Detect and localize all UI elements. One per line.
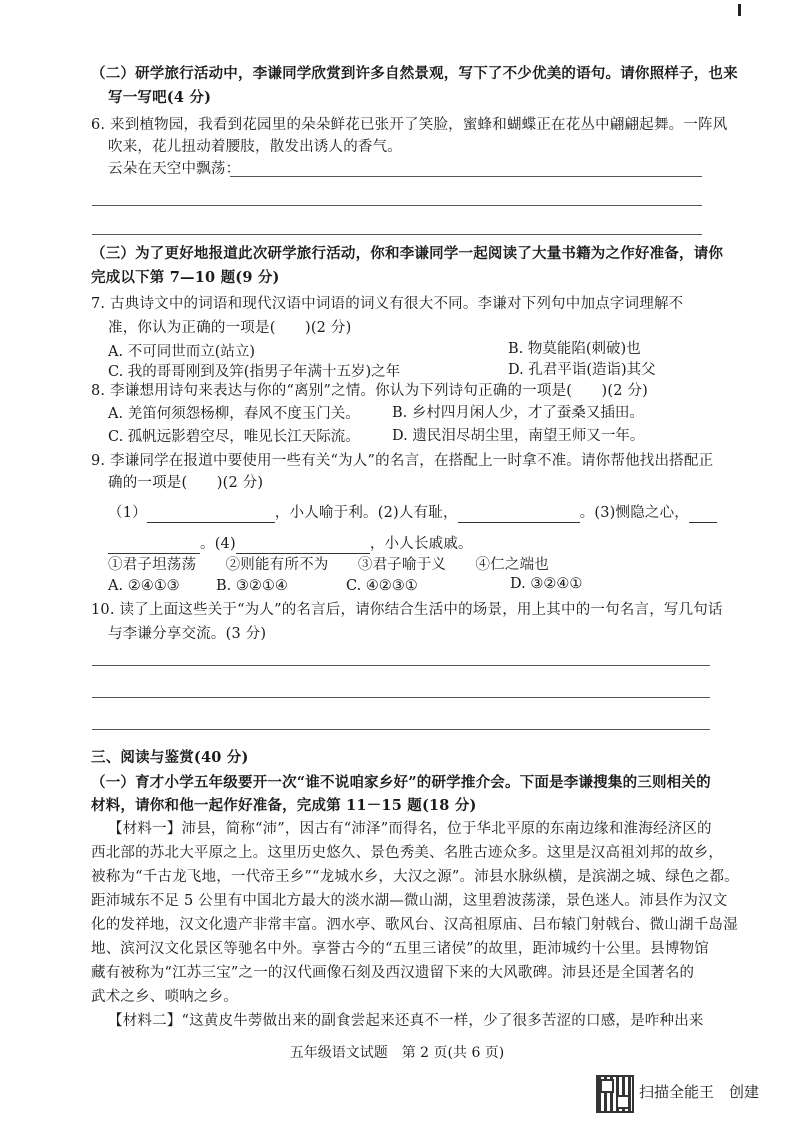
scan-mark — [738, 4, 741, 16]
q9-text-cont: 确的一项是( )(2 分) — [108, 475, 264, 491]
q9-fill-line-1 — [108, 503, 717, 523]
q10-answer-line-3[interactable] — [92, 729, 710, 730]
q9-fill-text-1: ，小人喻于利。(2)人有耻， — [274, 505, 458, 521]
q8-option-c[interactable]: C. 孤帆远影碧空尽，唯见长江天际流。 — [108, 429, 360, 445]
material1-line-8: 武术之乡、唢呐之乡。 — [91, 989, 238, 1005]
q7-option-c[interactable]: C. 我的哥哥刚到及笄(指男子年满十五岁)之年 — [108, 364, 401, 380]
q7-text: 7. 古典诗文中的词语和现代汉语中词语的词义有很大不同。李谦对下列句中加点字词理解不 — [91, 296, 684, 312]
q9-option-d[interactable]: D. ③②④① — [510, 576, 583, 592]
q9-option-a[interactable]: A. ②④①③ — [108, 578, 180, 594]
material1-line-2: 西北部的苏北大平原之上。这里历史悠久、景色秀美、名胜古迹众多。这里是汉高祖刘邦的故乡， — [91, 845, 724, 861]
q9-fill-text-2: 。(3)恻隐之心， — [579, 505, 690, 521]
q9-blank-2[interactable] — [458, 506, 580, 523]
material1-line-4: 距沛城东不足 5 公里有中国北方最大的淡水湖—微山湖，这里碧波荡漾，景色迷人。沛县作为汉文 — [91, 893, 728, 909]
qr-code-icon — [596, 1075, 634, 1113]
section2-heading: （二）研学旅行活动中，李谦同学欣赏到许多自然景观，写下了不少优美的语句。请你照样子，也来 — [91, 65, 738, 82]
q6-answer-line-2[interactable] — [92, 205, 702, 206]
part3-title: 三、阅读与鉴赏(40 分) — [91, 749, 249, 766]
page-footer: 五年级语文试题 第 2 页(共 6 页) — [289, 1045, 505, 1061]
q9-fill-text-4: ，小人长戚戚。 — [369, 536, 473, 552]
q8-text: 8. 李谦想用诗句来表达与你的“离别”之情。你认为下列诗句正确的一项是( )(2 分) — [91, 383, 649, 399]
q9-blank-3[interactable] — [689, 506, 717, 523]
q10-answer-line-2[interactable] — [92, 697, 710, 698]
q6-answer-line-1[interactable] — [230, 176, 702, 177]
material1-line-6: 地、滨河汉文化景区等驰名中外。享誉古今的“五里三诸侯”的故里，距沛城约十公里。县博物馆 — [91, 941, 709, 957]
part3-subheading-cont: 材料，请你和他一起作好准备，完成第 11－15 题(18 分) — [91, 797, 477, 814]
section3-heading-cont: 完成以下第 7—10 题(9 分) — [91, 269, 280, 286]
q9-option-c[interactable]: C. ④②③① — [346, 578, 418, 594]
q9-fill-text-3: 。(4) — [200, 536, 236, 552]
q7-option-d[interactable]: D. 孔君平诣(造诣)其父 — [508, 362, 656, 378]
q9-text: 9. 李谦同学在报道中要使用一些有关“为人”的名言，在搭配上一时拿不准。请你帮他找出搭配正 — [91, 453, 714, 469]
q9-items: ①君子坦荡荡 ②则能有所不为 ③君子喻于义 ④仁之端也 — [108, 557, 549, 573]
section2-heading-cont: 写一写吧(4 分) — [108, 89, 212, 106]
q8-option-d[interactable]: D. 遗民泪尽胡尘里，南望王师又一年。 — [392, 428, 645, 444]
q9-blank-1[interactable] — [147, 506, 275, 523]
q10-text-cont: 与李谦分享交流。(3 分) — [108, 626, 267, 642]
part3-subheading: （一）育才小学五年级要开一次“谁不说咱家乡好”的研学推介会。下面是李谦搜集的三则相关的 — [91, 774, 711, 791]
q7-text-cont: 准，你认为正确的一项是( )(2 分) — [108, 320, 352, 336]
material1-line-3: 被称为“千古龙飞地，一代帝王乡”“龙城水乡，大汉之源”。沛县水脉纵横，是滨湖之城、绿色之都。 — [91, 869, 739, 885]
q6-prompt: 云朵在天空中飘荡： — [108, 161, 241, 177]
q8-option-a[interactable]: A. 羌笛何须怨杨柳，春风不度玉门关。 — [108, 406, 360, 422]
q9-fill-line-2 — [108, 534, 473, 554]
q7-option-b[interactable]: B. 物莫能陷(刺破)也 — [508, 341, 641, 357]
q10-answer-line-1[interactable] — [92, 665, 710, 666]
q6-text: 6. 来到植物园，我看到花园里的朵朵鲜花已张开了笑脸，蜜蜂和蝴蝶正在花丛中翩翩起舞。一阵风 — [91, 117, 728, 133]
scanner-watermark: 扫描全能王 创建 — [639, 1083, 760, 1101]
material2-line-1: 【材料二】“这黄皮牛蒡做出来的副食尝起来还真不一样，少了很多苦涩的口感，是咋种出来 — [108, 1013, 704, 1029]
material1-line-1: 【材料一】沛县，简称“沛”，因古有“沛泽”而得名，位于华北平原的东南边缘和淮海经济区的 — [108, 821, 712, 837]
material1-line-7: 藏有被称为“江苏三宝”之一的汉代画像石刻及西汉遗留下来的大风歌碑。沛县还是全国著名的 — [91, 965, 695, 981]
q8-option-b[interactable]: B. 乡村四月闲人少，才了蚕桑又插田。 — [392, 405, 644, 421]
q9-option-b[interactable]: B. ③②①④ — [216, 578, 288, 594]
material1-line-5: 化的发祥地，汉文化遗产非常丰富。泗水亭、歌风台、汉高祖原庙、吕布辕门射戟台、微山湖千岛湿 — [91, 917, 738, 933]
q9-blank-4[interactable] — [236, 537, 370, 554]
q10-text: 10. 读了上面这些关于“为人”的名言后，请你结合生活中的场景，用上其中的一句名言，写几句话 — [91, 602, 723, 618]
q6-answer-line-3[interactable] — [92, 234, 702, 235]
q9-blank-3-cont[interactable] — [108, 537, 200, 554]
q7-option-a[interactable]: A. 不可同世而立(站立) — [108, 344, 256, 360]
section3-heading: （三）为了更好地报道此次研学旅行活动，你和李谦同学一起阅读了大量书籍为之作好准备，请你 — [91, 245, 724, 262]
q6-text-cont: 吹来，花儿扭动着腰肢，散发出诱人的香气。 — [108, 139, 402, 155]
q9-fill-number: （1） — [108, 505, 147, 521]
